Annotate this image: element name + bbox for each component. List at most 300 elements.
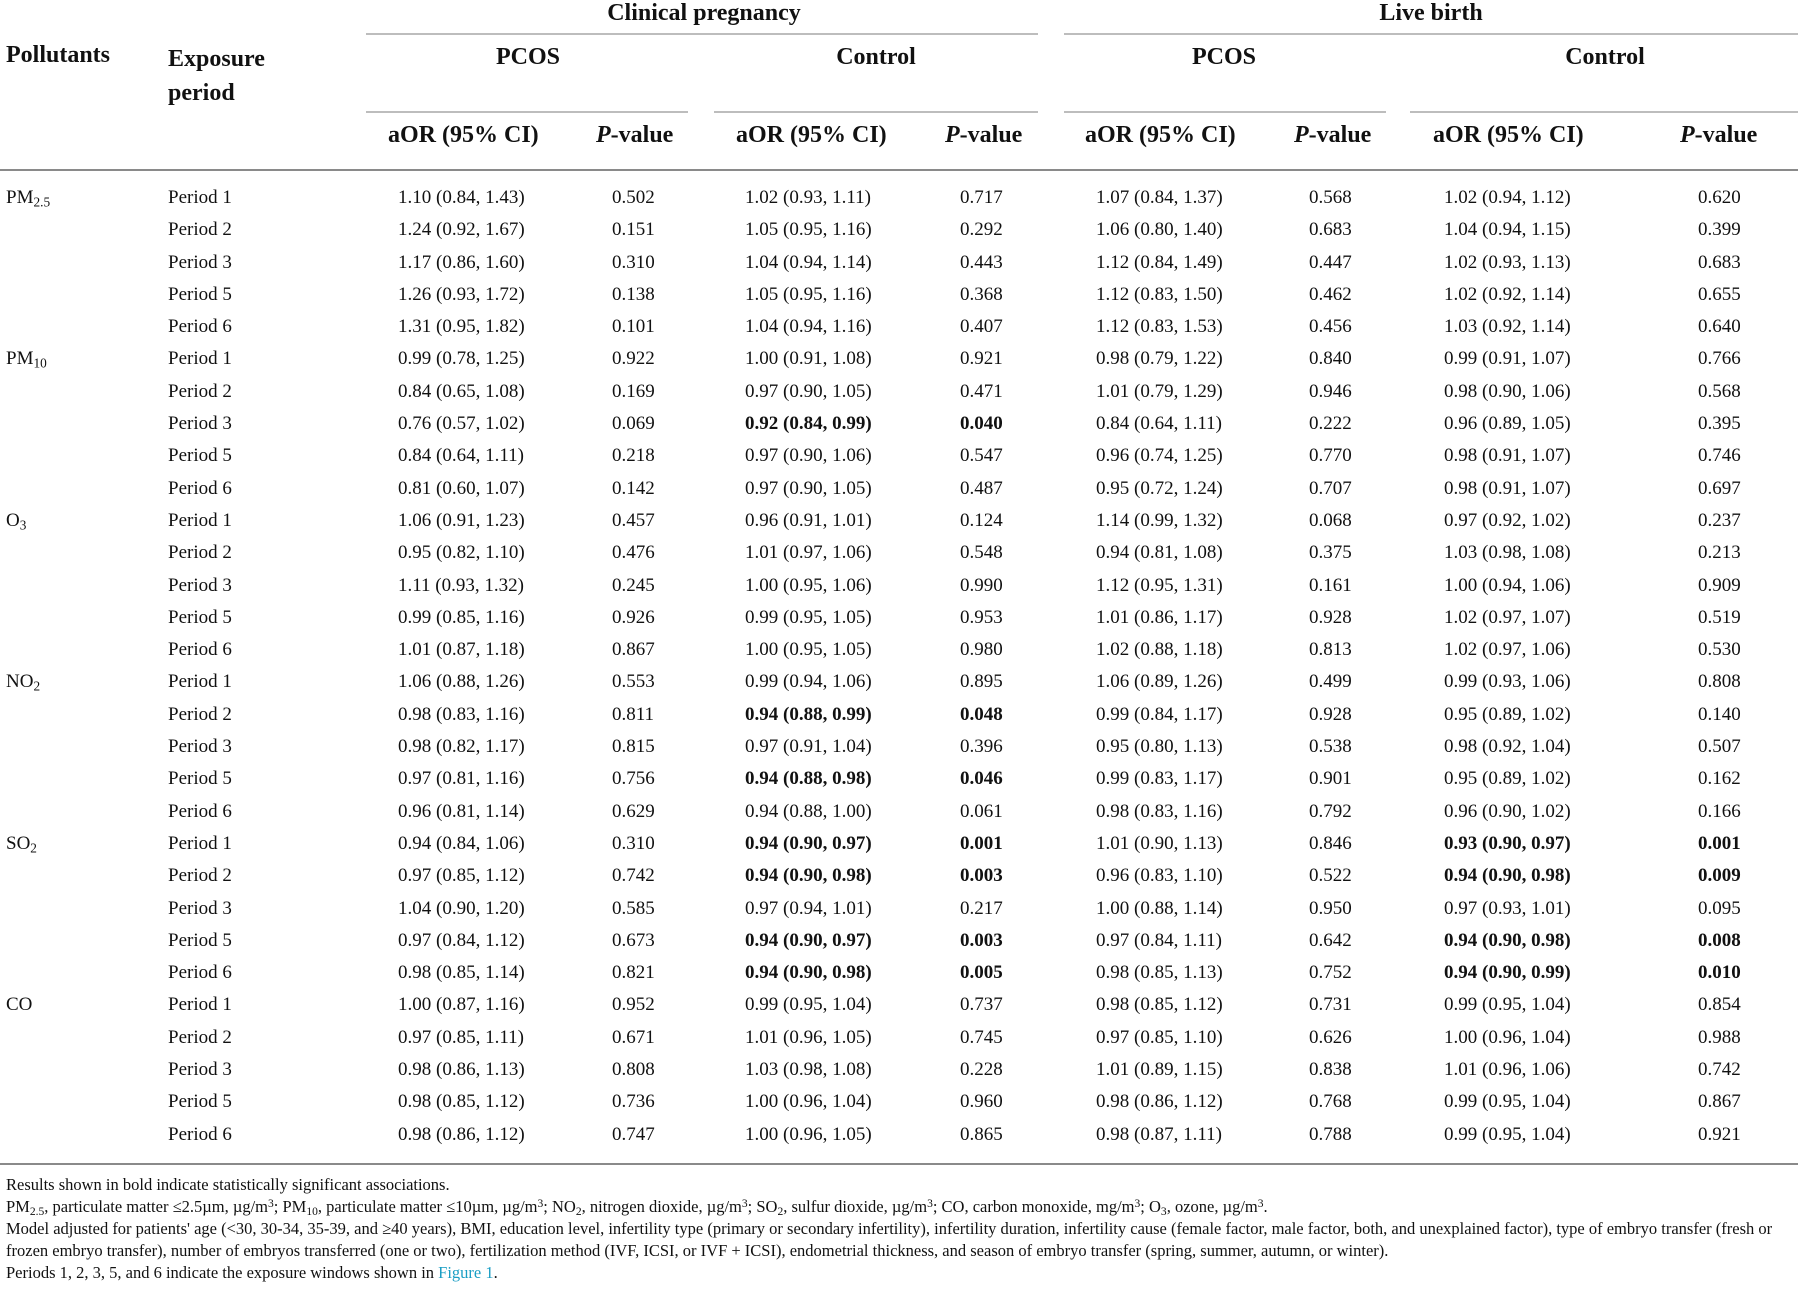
cp-control-p-cell: 0.217 (960, 897, 1003, 919)
cp-pcos-p-cell: 0.476 (612, 542, 655, 564)
header-cp-control: Control (836, 44, 916, 70)
lb-pcos-p-cell: 0.928 (1309, 606, 1352, 628)
cp-control-p-cell: 0.980 (960, 639, 1003, 661)
cp-pcos-p-cell: 0.151 (612, 219, 655, 241)
lb-control-aor-cell: 0.99 (0.91, 1.07) (1444, 348, 1571, 370)
cp-pcos-aor-cell: 1.06 (0.91, 1.23) (398, 509, 525, 531)
lb-control-p-cell: 0.620 (1698, 187, 1741, 208)
cp-pcos-p-cell: 0.736 (612, 1091, 655, 1113)
lb-pcos-aor-cell: 1.01 (0.79, 1.29) (1096, 380, 1223, 402)
cp-control-aor-cell: 1.00 (0.91, 1.08) (745, 348, 872, 370)
exposure-period-cell: Period 3 (168, 736, 232, 758)
cp-control-aor-cell: 0.94 (0.88, 0.98) (745, 768, 872, 790)
lb-pcos-p-cell: 0.462 (1309, 283, 1352, 305)
table-row (0, 1120, 1798, 1152)
lb-control-p-cell: 0.655 (1698, 283, 1741, 305)
cp-control-aor-cell: 1.01 (0.96, 1.05) (745, 1026, 872, 1048)
lb-pcos-p-cell: 0.950 (1309, 897, 1352, 919)
cp-pcos-p-cell: 0.747 (612, 1123, 655, 1145)
exposure-period-cell: Period 1 (168, 832, 232, 854)
lb-pcos-aor-cell: 0.95 (0.80, 1.13) (1096, 736, 1223, 758)
cp-control-aor-cell: 1.05 (0.95, 1.16) (745, 283, 872, 305)
lb-control-p-cell: 0.921 (1698, 1123, 1741, 1145)
cp-control-aor-cell: 0.94 (0.88, 1.00) (745, 800, 872, 822)
exposure-period-cell: Period 2 (168, 219, 232, 241)
cp-control-aor-cell: 0.92 (0.84, 0.99) (745, 413, 872, 435)
table-row (0, 344, 1798, 376)
lb-pcos-aor-cell: 1.07 (0.84, 1.37) (1096, 187, 1223, 208)
cp-pcos-p-cell: 0.922 (612, 348, 655, 370)
p-letter: P (945, 122, 960, 148)
header-period: period (168, 80, 235, 106)
cp-pcos-aor-cell: 0.76 (0.57, 1.02) (398, 413, 525, 435)
lb-control-p-cell: 0.399 (1698, 219, 1741, 241)
table-row (0, 603, 1798, 635)
lb-pcos-rule (1064, 111, 1386, 113)
lb-pcos-aor-cell: 0.98 (0.85, 1.13) (1096, 962, 1223, 984)
header-clinical-pregnancy: Clinical pregnancy (607, 0, 801, 26)
lb-control-aor-cell: 1.02 (0.97, 1.07) (1444, 606, 1571, 628)
cp-pcos-p-cell: 0.671 (612, 1026, 655, 1048)
exposure-period-cell: Period 3 (168, 251, 232, 273)
exposure-period-cell: Period 2 (168, 542, 232, 564)
table-body (0, 183, 1798, 1152)
cp-pcos-p-cell: 0.502 (612, 187, 655, 208)
p-letter: P (1680, 122, 1695, 148)
exposure-period-cell: Period 1 (168, 671, 232, 693)
lb-pcos-p-cell: 0.499 (1309, 671, 1352, 693)
lb-control-aor-cell: 1.02 (0.92, 1.14) (1444, 283, 1571, 305)
p-rest: -value (959, 122, 1023, 148)
lb-pcos-p-cell: 0.642 (1309, 929, 1352, 951)
header-lb-pcos-p (1294, 122, 1371, 149)
cp-control-aor-cell: 1.00 (0.95, 1.06) (745, 574, 872, 596)
lb-pcos-p-cell: 0.522 (1309, 865, 1352, 887)
live-birth-rule (1064, 33, 1798, 35)
lb-pcos-aor-cell: 0.96 (0.74, 1.25) (1096, 445, 1223, 467)
lb-pcos-p-cell: 0.928 (1309, 703, 1352, 725)
lb-control-aor-cell: 1.02 (0.97, 1.06) (1444, 639, 1571, 661)
cp-pcos-aor-cell: 0.98 (0.86, 1.12) (398, 1123, 525, 1145)
cp-pcos-p-cell: 0.808 (612, 1059, 655, 1081)
cp-control-p-cell: 0.061 (960, 800, 1003, 822)
exposure-period-cell: Period 3 (168, 413, 232, 435)
cp-pcos-aor-cell: 0.99 (0.78, 1.25) (398, 348, 525, 370)
lb-pcos-aor-cell: 0.98 (0.83, 1.16) (1096, 800, 1223, 822)
lb-pcos-p-cell: 0.731 (1309, 994, 1352, 1016)
cp-control-p-cell: 0.717 (960, 187, 1003, 208)
cp-pcos-aor-cell: 0.99 (0.85, 1.16) (398, 606, 525, 628)
lb-pcos-aor-cell: 0.96 (0.83, 1.10) (1096, 865, 1223, 887)
cp-pcos-rule (366, 111, 688, 113)
table-row (0, 894, 1798, 926)
footnote-abbreviations: $PM_{2.5}$, particulate matter ≤2.5µm, $\mu g/m^3$; $PM_{10}$, particulate matter ≤10µm, $\mu g/m^3$; $NO_2$, nitrogen dioxide, $\mu g/m^3$; $SO_2$, sulfur dioxide, $\mu g/m^3$; CO, carbon monoxide, $mg/m^3$; $O_3$, ozone, $\mu g/m^3$. (6, 1197, 1268, 1218)
cp-control-aor-cell: 0.94 (0.90, 0.97) (745, 832, 872, 854)
lb-pcos-aor-cell: 0.95 (0.72, 1.24) (1096, 477, 1223, 499)
footnote-model-adjustment: Model adjusted for patients' age (<30, 30-34, 35-39, and ≥40 years), BMI, education level, infertility type (primary or secondary infertility), infertility duration, infertility cause (female factor, male factor, both, and unexplained factor), type of embryo transfer (fresh or frozen embryo transfer), number of embryos transferred (one or two), fertilization method (IVF, ICSI, or IVF + ICSI), endometrial thickness, and season of embryo transfer (spring, summer, autumn, or winter). (6, 1219, 1773, 1260)
cp-pcos-aor-cell: 1.17 (0.86, 1.60) (398, 251, 525, 273)
lb-pcos-aor-cell: 0.84 (0.64, 1.11) (1096, 413, 1222, 435)
lb-pcos-p-cell: 0.707 (1309, 477, 1352, 499)
table-row (0, 538, 1798, 570)
cp-pcos-p-cell: 0.553 (612, 671, 655, 693)
lb-pcos-p-cell: 0.068 (1309, 509, 1352, 531)
lb-control-aor-cell: 0.94 (0.90, 0.98) (1444, 929, 1571, 951)
cp-control-aor-cell: 0.99 (0.94, 1.06) (745, 671, 872, 693)
exposure-period-cell: Period 5 (168, 445, 232, 467)
table-row (0, 700, 1798, 732)
cp-pcos-p-cell: 0.811 (612, 703, 655, 725)
lb-control-p-cell: 0.808 (1698, 671, 1741, 693)
lb-control-p-cell: 0.530 (1698, 639, 1741, 661)
lb-control-aor-cell: 1.01 (0.96, 1.06) (1444, 1059, 1571, 1081)
lb-pcos-p-cell: 0.838 (1309, 1059, 1352, 1081)
exposure-period-cell: Period 5 (168, 283, 232, 305)
cp-control-aor-cell: 0.99 (0.95, 1.04) (745, 994, 872, 1016)
table-row (0, 474, 1798, 506)
header-lb-control: Control (1565, 44, 1645, 70)
header-bottom-rule (0, 169, 1798, 171)
exposure-period-cell: Period 2 (168, 703, 232, 725)
cp-pcos-aor-cell: 1.00 (0.87, 1.16) (398, 994, 525, 1016)
exposure-period-cell: Period 3 (168, 1059, 232, 1081)
pollutant-label: $PM_{2.5}$ (6, 187, 51, 210)
cp-control-aor-cell: 0.97 (0.91, 1.04) (745, 736, 872, 758)
exposure-period-cell: Period 2 (168, 380, 232, 402)
lb-pcos-p-cell: 0.568 (1309, 187, 1352, 208)
cp-pcos-aor-cell: 1.26 (0.93, 1.72) (398, 283, 525, 305)
lb-pcos-p-cell: 0.792 (1309, 800, 1352, 822)
header-cp-pcos-aor: aOR (95% CI) (388, 122, 539, 148)
pollutant-label: $PM_{10}$ (6, 348, 47, 371)
lb-pcos-p-cell: 0.946 (1309, 380, 1352, 402)
pollutant-label: $NO_2$ (6, 671, 41, 694)
exposure-period-cell: Period 1 (168, 994, 232, 1016)
cp-control-aor-cell: 0.97 (0.90, 1.05) (745, 380, 872, 402)
cp-control-p-cell: 0.046 (960, 768, 1003, 790)
cp-pcos-p-cell: 0.101 (612, 316, 655, 338)
cp-control-rule (714, 111, 1038, 113)
p-letter: P (596, 122, 611, 148)
lb-control-p-cell: 0.683 (1698, 251, 1741, 273)
cp-pcos-aor-cell: 0.98 (0.85, 1.14) (398, 962, 525, 984)
table-row (0, 248, 1798, 280)
table-row (0, 764, 1798, 796)
cp-control-p-cell: 0.487 (960, 477, 1003, 499)
lb-pcos-p-cell: 0.538 (1309, 736, 1352, 758)
cp-pcos-aor-cell: 1.31 (0.95, 1.82) (398, 316, 525, 338)
exposure-period-cell: Period 6 (168, 477, 232, 499)
lb-control-aor-cell: 0.97 (0.93, 1.01) (1444, 897, 1571, 919)
lb-control-aor-cell: 0.99 (0.95, 1.04) (1444, 1123, 1571, 1145)
lb-pcos-p-cell: 0.901 (1309, 768, 1352, 790)
cp-pcos-p-cell: 0.169 (612, 380, 655, 402)
exposure-period-cell: Period 1 (168, 509, 232, 531)
lb-pcos-aor-cell: 1.12 (0.84, 1.49) (1096, 251, 1223, 273)
cp-pcos-p-cell: 0.742 (612, 865, 655, 887)
cp-pcos-p-cell: 0.142 (612, 477, 655, 499)
lb-control-p-cell: 0.395 (1698, 413, 1741, 435)
cp-control-p-cell: 0.003 (960, 865, 1003, 887)
cp-pcos-aor-cell: 0.98 (0.85, 1.12) (398, 1091, 525, 1113)
lb-control-p-cell: 0.766 (1698, 348, 1741, 370)
table-row (0, 312, 1798, 344)
lb-control-p-cell: 0.640 (1698, 316, 1741, 338)
exposure-period-cell: Period 6 (168, 800, 232, 822)
table-bottom-rule (0, 1163, 1798, 1165)
lb-pcos-aor-cell: 0.97 (0.85, 1.10) (1096, 1026, 1223, 1048)
header-cp-control-aor: aOR (95% CI) (736, 122, 887, 148)
lb-control-aor-cell: 0.95 (0.89, 1.02) (1444, 703, 1571, 725)
cp-pcos-aor-cell: 0.94 (0.84, 1.06) (398, 832, 525, 854)
lb-control-p-cell: 0.909 (1698, 574, 1741, 596)
lb-pcos-aor-cell: 0.99 (0.84, 1.17) (1096, 703, 1223, 725)
lb-pcos-aor-cell: 0.98 (0.86, 1.12) (1096, 1091, 1223, 1113)
lb-control-p-cell: 0.010 (1698, 962, 1741, 984)
lb-pcos-p-cell: 0.161 (1309, 574, 1352, 596)
header-exposure-period (168, 42, 265, 110)
table-row (0, 183, 1798, 215)
exposure-period-cell: Period 5 (168, 768, 232, 790)
exposure-period-cell: Period 5 (168, 1091, 232, 1113)
exposure-period-cell: Period 1 (168, 187, 232, 208)
lb-pcos-aor-cell: 1.12 (0.83, 1.50) (1096, 283, 1223, 305)
pollutant-label: $SO_2$ (6, 832, 37, 856)
cp-control-p-cell: 0.040 (960, 413, 1003, 435)
table-row (0, 571, 1798, 603)
p-rest: -value (610, 122, 674, 148)
cp-pcos-p-cell: 0.821 (612, 962, 655, 984)
figure-1-link[interactable]: Figure 1 (438, 1263, 494, 1282)
cp-pcos-aor-cell: 1.04 (0.90, 1.20) (398, 897, 525, 919)
lb-pcos-p-cell: 0.752 (1309, 962, 1352, 984)
lb-pcos-aor-cell: 1.01 (0.90, 1.13) (1096, 832, 1223, 854)
table-row (0, 990, 1798, 1022)
exposure-period-cell: Period 1 (168, 348, 232, 370)
lb-pcos-p-cell: 0.447 (1309, 251, 1352, 273)
lb-control-p-cell: 0.854 (1698, 994, 1741, 1016)
cp-control-p-cell: 0.292 (960, 219, 1003, 241)
cp-control-aor-cell: 0.99 (0.95, 1.05) (745, 606, 872, 628)
lb-control-aor-cell: 0.94 (0.90, 0.99) (1444, 962, 1571, 984)
lb-control-aor-cell: 0.98 (0.92, 1.04) (1444, 736, 1571, 758)
cp-pcos-p-cell: 0.629 (612, 800, 655, 822)
header-lb-pcos-aor: aOR (95% CI) (1085, 122, 1236, 148)
cp-pcos-p-cell: 0.585 (612, 897, 655, 919)
cp-control-p-cell: 0.407 (960, 316, 1003, 338)
lb-control-aor-cell: 0.99 (0.95, 1.04) (1444, 994, 1571, 1016)
cp-pcos-aor-cell: 0.98 (0.83, 1.16) (398, 703, 525, 725)
lb-control-p-cell: 0.009 (1698, 865, 1741, 887)
cp-control-p-cell: 0.368 (960, 283, 1003, 305)
exposure-period-cell: Period 6 (168, 1123, 232, 1145)
cp-pcos-p-cell: 0.069 (612, 413, 655, 435)
exposure-period-cell: Period 3 (168, 897, 232, 919)
table-row (0, 926, 1798, 958)
header-exposure: Exposure (168, 46, 265, 72)
cp-pcos-p-cell: 0.952 (612, 994, 655, 1016)
cp-pcos-aor-cell: 0.81 (0.60, 1.07) (398, 477, 525, 499)
cp-pcos-p-cell: 0.310 (612, 251, 655, 273)
cp-control-aor-cell: 0.97 (0.90, 1.06) (745, 445, 872, 467)
lb-pcos-p-cell: 0.770 (1309, 445, 1352, 467)
lb-control-aor-cell: 0.95 (0.89, 1.02) (1444, 768, 1571, 790)
cp-pcos-aor-cell: 0.98 (0.86, 1.13) (398, 1059, 525, 1081)
cp-control-p-cell: 0.737 (960, 994, 1003, 1016)
lb-pcos-p-cell: 0.456 (1309, 316, 1352, 338)
lb-pcos-aor-cell: 1.00 (0.88, 1.14) (1096, 897, 1223, 919)
table-row (0, 732, 1798, 764)
lb-pcos-p-cell: 0.768 (1309, 1091, 1352, 1113)
lb-control-aor-cell: 1.04 (0.94, 1.15) (1444, 219, 1571, 241)
exposure-period-cell: Period 6 (168, 962, 232, 984)
p-letter: P (1294, 122, 1309, 148)
header-lb-pcos: PCOS (1191, 44, 1257, 70)
footnote-periods: Periods 1, 2, 3, 5, and 6 indicate the exposure windows shown in Figure 1. (6, 1263, 498, 1282)
lb-pcos-p-cell: 0.788 (1309, 1123, 1352, 1145)
table-row (0, 635, 1798, 667)
cp-control-p-cell: 0.228 (960, 1059, 1003, 1081)
lb-control-aor-cell: 0.99 (0.93, 1.06) (1444, 671, 1571, 693)
lb-control-aor-cell: 0.94 (0.90, 0.98) (1444, 865, 1571, 887)
table-footnotes (6, 1174, 1792, 1284)
cp-pcos-p-cell: 0.815 (612, 736, 655, 758)
p-rest: -value (1694, 122, 1758, 148)
lb-control-aor-cell: 1.02 (0.94, 1.12) (1444, 187, 1571, 208)
lb-control-p-cell: 0.213 (1698, 542, 1741, 564)
clinical-pregnancy-rule (366, 33, 1038, 35)
lb-control-aor-cell: 1.02 (0.93, 1.13) (1444, 251, 1571, 273)
lb-control-p-cell: 0.697 (1698, 477, 1741, 499)
lb-pcos-aor-cell: 1.14 (0.99, 1.32) (1096, 509, 1223, 531)
lb-control-aor-cell: 1.03 (0.98, 1.08) (1444, 542, 1571, 564)
lb-pcos-p-cell: 0.375 (1309, 542, 1352, 564)
cp-control-aor-cell: 1.01 (0.97, 1.06) (745, 542, 872, 564)
table-row (0, 280, 1798, 312)
cp-pcos-aor-cell: 1.11 (0.93, 1.32) (398, 574, 524, 596)
cp-control-p-cell: 0.921 (960, 348, 1003, 370)
lb-pcos-aor-cell: 0.98 (0.85, 1.12) (1096, 994, 1223, 1016)
cp-control-aor-cell: 1.00 (0.96, 1.05) (745, 1123, 872, 1145)
lb-pcos-aor-cell: 0.94 (0.81, 1.08) (1096, 542, 1223, 564)
lb-control-aor-cell: 0.98 (0.90, 1.06) (1444, 380, 1571, 402)
cp-control-aor-cell: 1.04 (0.94, 1.14) (745, 251, 872, 273)
pollutant-label: CO (6, 994, 33, 1016)
lb-pcos-p-cell: 0.626 (1309, 1026, 1352, 1048)
cp-pcos-p-cell: 0.867 (612, 639, 655, 661)
exposure-period-cell: Period 3 (168, 574, 232, 596)
lb-pcos-p-cell: 0.813 (1309, 639, 1352, 661)
cp-control-p-cell: 0.005 (960, 962, 1003, 984)
cp-control-p-cell: 0.960 (960, 1091, 1003, 1113)
table-row (0, 409, 1798, 441)
cp-pcos-aor-cell: 0.97 (0.85, 1.12) (398, 865, 525, 887)
lb-control-p-cell: 0.568 (1698, 380, 1741, 402)
cp-control-aor-cell: 0.94 (0.88, 0.99) (745, 703, 872, 725)
table-row (0, 1023, 1798, 1055)
lb-control-p-cell: 0.008 (1698, 929, 1741, 951)
header-cp-pcos-p (596, 122, 673, 149)
lb-pcos-p-cell: 0.846 (1309, 832, 1352, 854)
cp-control-aor-cell: 1.04 (0.94, 1.16) (745, 316, 872, 338)
table-row (0, 377, 1798, 409)
lb-pcos-aor-cell: 1.01 (0.89, 1.15) (1096, 1059, 1223, 1081)
lb-control-aor-cell: 0.97 (0.92, 1.02) (1444, 509, 1571, 531)
cp-pcos-p-cell: 0.245 (612, 574, 655, 596)
lb-pcos-aor-cell: 1.02 (0.88, 1.18) (1096, 639, 1223, 661)
lb-control-p-cell: 0.746 (1698, 445, 1741, 467)
lb-control-p-cell: 0.001 (1698, 832, 1741, 854)
lb-pcos-p-cell: 0.840 (1309, 348, 1352, 370)
header-live-birth: Live birth (1379, 0, 1483, 26)
cp-pcos-aor-cell: 1.06 (0.88, 1.26) (398, 671, 525, 693)
lb-pcos-aor-cell: 1.12 (0.83, 1.53) (1096, 316, 1223, 338)
lb-pcos-aor-cell: 0.97 (0.84, 1.11) (1096, 929, 1222, 951)
lb-control-aor-cell: 0.93 (0.90, 0.97) (1444, 832, 1571, 854)
cp-control-p-cell: 0.745 (960, 1026, 1003, 1048)
table-row (0, 1055, 1798, 1087)
lb-pcos-aor-cell: 1.06 (0.80, 1.40) (1096, 219, 1223, 241)
cp-control-p-cell: 0.001 (960, 832, 1003, 854)
lb-pcos-aor-cell: 1.01 (0.86, 1.17) (1096, 606, 1223, 628)
cp-pcos-aor-cell: 1.01 (0.87, 1.18) (398, 639, 525, 661)
table-row (0, 829, 1798, 861)
cp-pcos-p-cell: 0.926 (612, 606, 655, 628)
lb-control-p-cell: 0.507 (1698, 736, 1741, 758)
lb-control-aor-cell: 1.00 (0.96, 1.04) (1444, 1026, 1571, 1048)
cp-control-aor-cell: 0.94 (0.90, 0.98) (745, 865, 872, 887)
cp-pcos-aor-cell: 0.98 (0.82, 1.17) (398, 736, 525, 758)
cp-pcos-aor-cell: 0.96 (0.81, 1.14) (398, 800, 525, 822)
cp-control-aor-cell: 1.03 (0.98, 1.08) (745, 1059, 872, 1081)
p-rest: -value (1308, 122, 1372, 148)
cp-control-aor-cell: 0.94 (0.90, 0.98) (745, 962, 872, 984)
lb-control-p-cell: 0.166 (1698, 800, 1741, 822)
lb-pcos-aor-cell: 0.98 (0.79, 1.22) (1096, 348, 1223, 370)
lb-pcos-aor-cell: 0.98 (0.87, 1.11) (1096, 1123, 1222, 1145)
lb-control-p-cell: 0.140 (1698, 703, 1741, 725)
lb-pcos-aor-cell: 0.99 (0.83, 1.17) (1096, 768, 1223, 790)
lb-control-aor-cell: 0.96 (0.90, 1.02) (1444, 800, 1571, 822)
lb-control-p-cell: 0.095 (1698, 897, 1741, 919)
lb-control-aor-cell: 0.98 (0.91, 1.07) (1444, 477, 1571, 499)
exposure-period-cell: Period 2 (168, 1026, 232, 1048)
pollutant-label: $O_3$ (6, 509, 27, 533)
table-row (0, 958, 1798, 990)
lb-control-p-cell: 0.237 (1698, 509, 1741, 531)
exposure-period-cell: Period 6 (168, 639, 232, 661)
cp-control-p-cell: 0.048 (960, 703, 1003, 725)
lb-control-rule (1410, 111, 1798, 113)
cp-control-p-cell: 0.003 (960, 929, 1003, 951)
cp-control-aor-cell: 1.00 (0.96, 1.04) (745, 1091, 872, 1113)
cp-control-aor-cell: 0.97 (0.94, 1.01) (745, 897, 872, 919)
table-row (0, 861, 1798, 893)
cp-pcos-p-cell: 0.673 (612, 929, 655, 951)
cp-control-p-cell: 0.547 (960, 445, 1003, 467)
cp-pcos-aor-cell: 1.10 (0.84, 1.43) (398, 187, 525, 208)
lb-control-aor-cell: 1.03 (0.92, 1.14) (1444, 316, 1571, 338)
lb-control-aor-cell: 0.98 (0.91, 1.07) (1444, 445, 1571, 467)
lb-control-aor-cell: 1.00 (0.94, 1.06) (1444, 574, 1571, 596)
cp-control-aor-cell: 1.02 (0.93, 1.11) (745, 187, 871, 208)
table-row (0, 441, 1798, 473)
header-cp-pcos: PCOS (495, 44, 561, 70)
header-lb-control-p (1680, 122, 1757, 149)
table-row (0, 215, 1798, 247)
cp-control-aor-cell: 0.97 (0.90, 1.05) (745, 477, 872, 499)
cp-pcos-p-cell: 0.138 (612, 283, 655, 305)
